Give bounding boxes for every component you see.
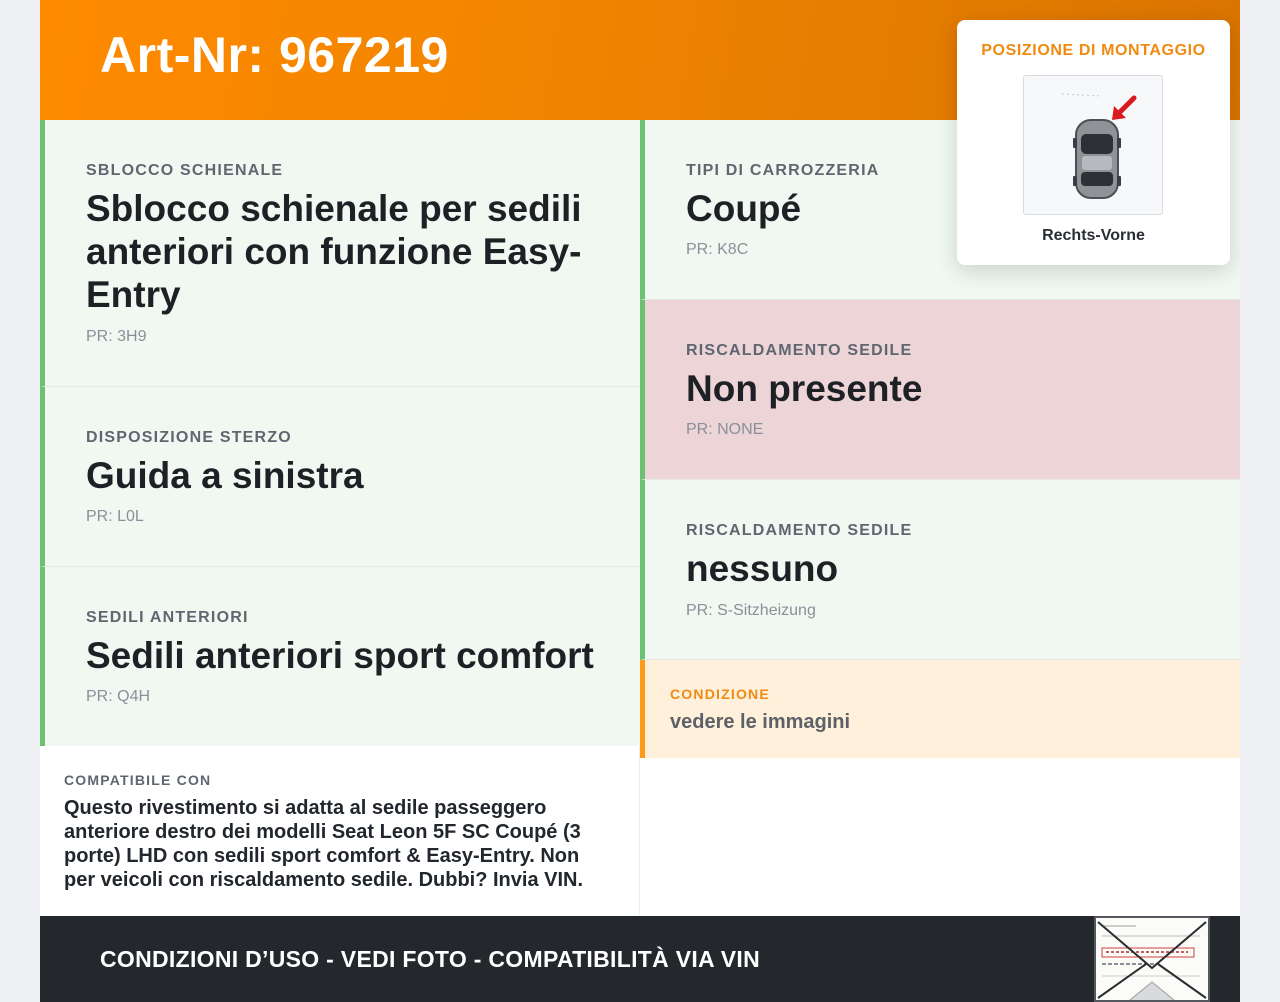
condition-label: CONDIZIONE (670, 686, 770, 702)
spec-value: Non presente (686, 368, 923, 409)
spec-cell-backrest-release (40, 120, 640, 387)
spec-value: Coupé (686, 188, 802, 229)
spec-label: RISCALDAMENTO SEDILE (686, 522, 913, 539)
footer-text: CONDIZIONI D’USO - VEDI FOTO - COMPATIBILITÀ VIA VIN (100, 946, 761, 972)
car-top-view-icon (1024, 76, 1162, 214)
condition-box (640, 660, 1240, 758)
spec-pr-code: PR: NONE (686, 421, 764, 438)
product-sheet (40, 0, 1240, 1002)
vehicle-document-thumbnail[interactable] (1094, 916, 1210, 1002)
spec-label: TIPI DI CARROZZERIA (686, 162, 880, 179)
compatibility-box (40, 746, 640, 916)
mounting-position-value: Rechts-Vorne (1042, 227, 1145, 244)
mounting-position-image[interactable] (1023, 75, 1163, 215)
spec-label: SBLOCCO SCHIENALE (86, 162, 284, 179)
spec-value: Guida a sinistra (86, 455, 364, 496)
spec-value: Sedili anteriori sport comfort (86, 635, 594, 676)
spec-value: Sblocco schienale per sedili anteriori con funzione Easy-Entry (86, 188, 582, 315)
mounting-position-title: POSIZIONE DI MONTAGGIO (981, 42, 1206, 59)
compatibility-text: Questo rivestimento si adatta al sedile passeggero anteriore destro dei modelli Seat Leon 5F SC Coupé (3 porte) LHD con sedili sport comfort & Easy-Entry. Non per veicoli con riscaldamento sedile. Dubbi? Invia VIN. (64, 797, 584, 891)
spec-pr-code: PR: S-Sitzheizung (686, 602, 816, 619)
spec-value: nessuno (686, 548, 839, 589)
compatibility-label: COMPATIBILE CON (64, 772, 212, 788)
spec-label: SEDILI ANTERIORI (86, 609, 249, 626)
spec-pr-code: PR: Q4H (86, 688, 151, 705)
condition-value: vedere le immagini (670, 711, 851, 733)
spec-cell-seat-heating (640, 480, 1240, 660)
spec-cell-steering (40, 387, 640, 567)
footer-bar (40, 916, 1240, 1002)
mounting-position-card (957, 20, 1230, 265)
spec-label: RISCALDAMENTO SEDILE (686, 342, 913, 359)
spec-cell-seat-heating-none (640, 300, 1240, 480)
spec-pr-code: PR: K8C (686, 241, 749, 258)
document-envelope-icon (1096, 918, 1208, 1000)
spec-pr-code: PR: L0L (86, 508, 144, 525)
spec-pr-code: PR: 3H9 (86, 328, 147, 345)
article-number-title: Art-Nr: 967219 (100, 27, 449, 83)
spec-label: DISPOSIZIONE STERZO (86, 429, 292, 446)
spec-cell-front-seats (40, 567, 640, 747)
